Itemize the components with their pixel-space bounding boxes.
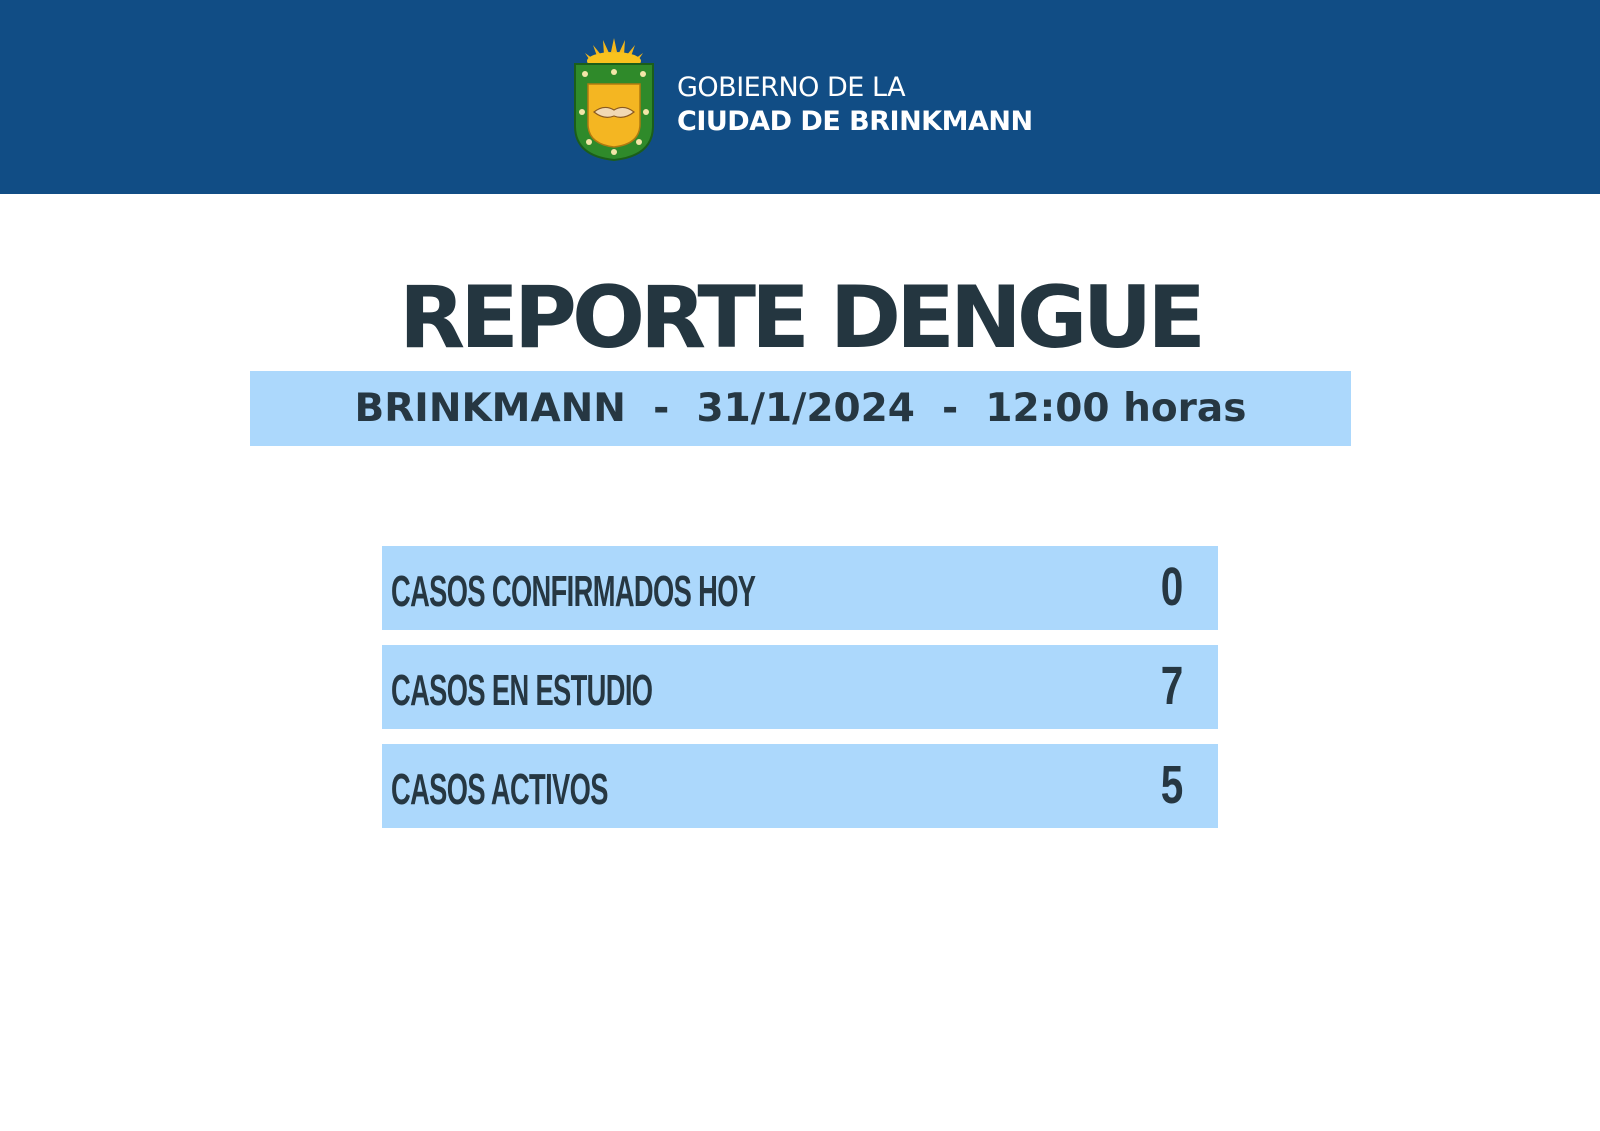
org-name-line1: GOBIERNO DE LA — [677, 72, 906, 103]
org-name-line2: CIUDAD DE BRINKMANN — [677, 106, 1033, 137]
stat-label: CASOS ACTIVOS — [391, 765, 608, 814]
stat-label: CASOS CONFIRMADOS HOY — [391, 567, 756, 616]
report-title: REPORTE DENGUE — [398, 268, 1202, 368]
coat-of-arms-logo — [569, 34, 659, 164]
report-subtitle: BRINKMANN - 31/1/2024 - 12:00 horas — [354, 386, 1247, 431]
stat-label: CASOS EN ESTUDIO — [391, 666, 653, 715]
stat-row-under-study — [382, 645, 1218, 729]
report-subtitle-bar — [250, 371, 1351, 446]
stat-row-confirmed-today — [382, 546, 1218, 630]
stat-value: 7 — [1160, 656, 1184, 716]
stat-value: 0 — [1160, 557, 1184, 617]
stat-value: 5 — [1160, 755, 1184, 815]
stat-row-active — [382, 744, 1218, 828]
stats-list — [382, 546, 1218, 843]
header-banner — [0, 0, 1600, 194]
